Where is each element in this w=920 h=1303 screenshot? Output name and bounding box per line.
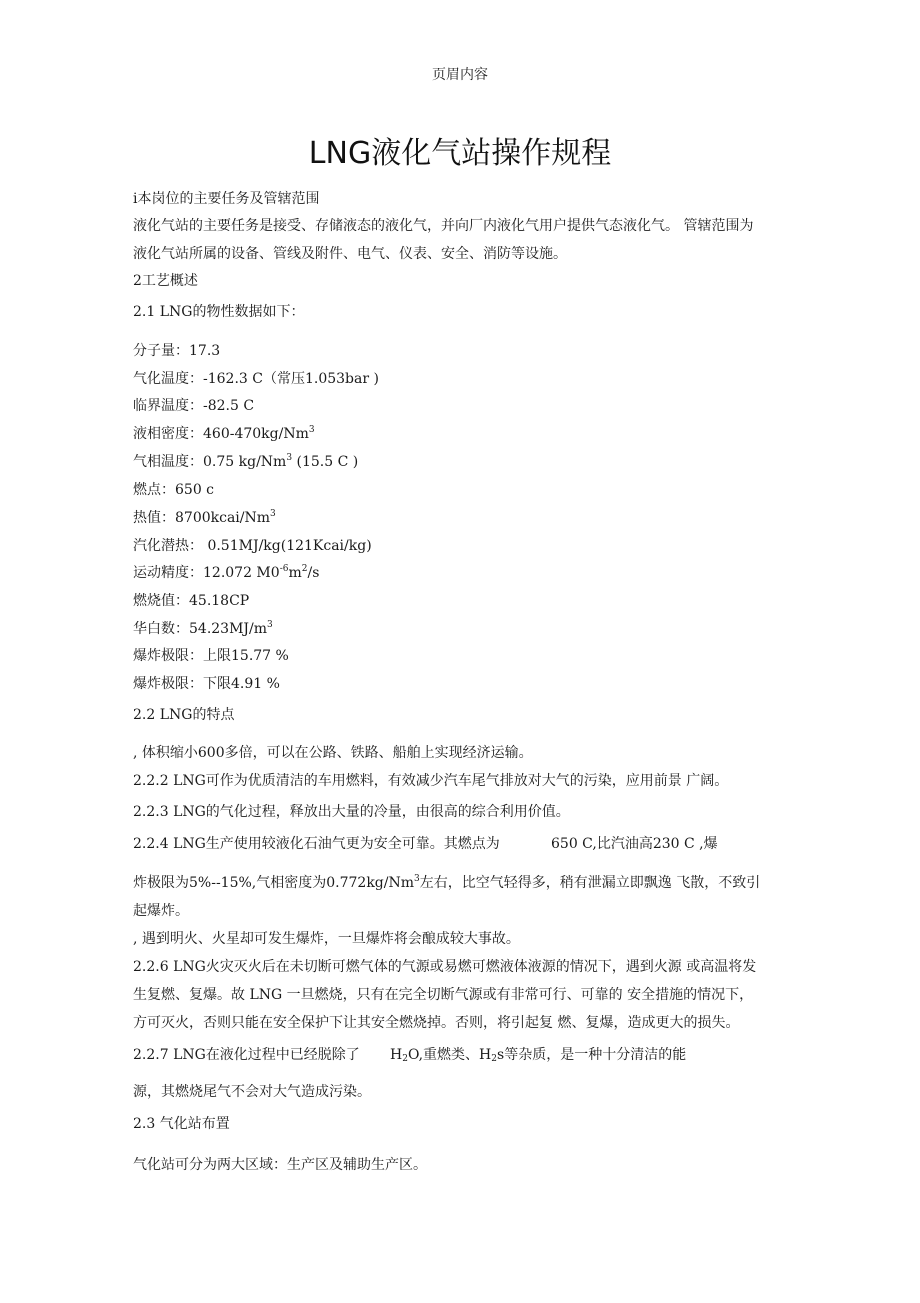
prop-liquid-density-text: 液相密度：460-470kg/Nm — [133, 426, 309, 442]
prop-ignition-point: 燃点：650 c — [133, 482, 215, 498]
section-2-2-heading: 2.2 LNG的特点 — [133, 707, 235, 723]
prop-critical-temp: 临界温度：-82.5 C — [133, 398, 255, 414]
prop-explosion-upper: 爆炸极限：上限15.77 % — [133, 648, 289, 664]
feature-2-2-3: 2.2.3 LNG的气化过程，释放出大量的冷量，由很高的综合利用价值。 — [133, 804, 570, 820]
formula-text: H — [390, 1047, 403, 1063]
prop-viscosity-mid: m — [288, 565, 302, 581]
feature-2-2-4-line-2 — [133, 873, 760, 893]
prop-explosion-lower: 爆炸极限：下限4.91 % — [133, 676, 280, 692]
feature-2-2-5: , 遇到明火、火星却可发生爆炸，一旦爆炸将会酿成较大事故。 — [133, 931, 520, 947]
superscript: 3 — [270, 509, 276, 519]
document-title: LNG液化气站操作规程 — [308, 136, 612, 171]
formula-text: O,重燃类、H — [407, 1047, 492, 1063]
prop-wobbe-index-text: 华白数：54.23MJ/m — [133, 621, 268, 637]
feature-2-2-6-line-2: 生复燃、复爆。故 LNG 一旦燃烧，只有在完全切断气源或有非常可行、可靠的 安全措施的情况下， — [133, 987, 754, 1003]
feature-2-2-4-line-2-tail: 左右，比空气轻得多，稍有泄漏立即飘逸 飞散，不致引 — [419, 875, 761, 891]
section-2-1-heading: 2.1 LNG的物性数据如下： — [133, 304, 305, 320]
prop-heating-value — [133, 508, 276, 528]
section-2-heading: 2工艺概述 — [133, 273, 198, 289]
feature-2-2-4-line-3: 起爆炸。 — [133, 903, 189, 919]
prop-viscosity-pre: 运动精度：12.072 M0 — [133, 565, 280, 581]
feature-2-2-4-line-1: 2.2.4 LNG生产使用较液化石油气更为安全可靠。其燃点为 — [133, 836, 500, 852]
section-1-paragraph-line-1: 液化气站的主要任务是接受、存储液态的液化气，并向厂内液化气用户提供气态液化气。 管辖范围为 — [133, 218, 754, 234]
feature-2-2-1: , 体积缩小600多倍，可以在公路、铁路、船舶上实现经济运输。 — [133, 745, 533, 761]
prop-liquid-density — [133, 424, 315, 444]
subscript: 2 — [491, 1054, 498, 1064]
section-1-paragraph-line-2: 液化气站所属的设备、管线及附件、电气、仪表、安全、消防等设施。 — [133, 246, 567, 262]
prop-latent-heat: 汽化潜热： 0.51MJ/kg(121Kcai/kg) — [133, 538, 372, 554]
prop-vaporization-temp: 气化温度：-162.3 C（常压1.053bar ) — [133, 371, 379, 387]
prop-combustion-value: 燃烧值：45.18CP — [133, 593, 250, 609]
prop-viscosity-post: /s — [307, 565, 320, 581]
superscript: 3 — [286, 453, 293, 463]
prop-gas-density-text: 气相温度：0.75 kg/Nm — [133, 454, 287, 470]
section-1-heading: i本岗位的主要任务及管辖范围 — [133, 191, 320, 207]
prop-molecular-weight: 分子量：17.3 — [133, 343, 221, 359]
feature-2-2-7-line-1: 2.2.7 LNG在液化过程中已经脱除了 — [133, 1047, 360, 1063]
feature-2-2-6-line-1: 2.2.6 LNG火灾灭火后在未切断可燃气体的气源或易燃可燃液体液源的情况下，遇到火源 或高温将发 — [133, 959, 757, 975]
prop-viscosity — [133, 563, 319, 583]
prop-gas-density — [133, 452, 358, 472]
prop-heating-value-text: 热值：8700kcai/Nm — [133, 510, 271, 526]
prop-gas-density-tail: (15.5 C ) — [292, 454, 359, 470]
feature-2-2-4-line-1-tail: 650 C,比汽油高230 C ,爆 — [551, 836, 718, 852]
formula-text: s等杂质，是一种十分清洁的能 — [497, 1047, 687, 1063]
superscript: 3 — [414, 874, 420, 884]
section-2-3-text: 气化站可分为两大区域：生产区及辅助生产区。 — [133, 1157, 427, 1173]
feature-2-2-2: 2.2.2 LNG可作为优质清洁的车用燃料，有效减少汽车尾气排放对大气的污染，应用前景 广阔。 — [133, 773, 729, 789]
section-2-3-heading: 2.3 气化站布置 — [133, 1116, 230, 1132]
subscript: 2 — [402, 1054, 408, 1064]
superscript: 3 — [267, 620, 273, 630]
feature-2-2-6-line-3: 方可灭火，否则只能在安全保护下让其安全燃烧掉。否则，将引起复 燃、复爆，造成更大的损失。 — [133, 1015, 740, 1031]
superscript: 2 — [301, 564, 308, 574]
page-header: 页眉内容 — [432, 67, 488, 83]
superscript: -6 — [279, 564, 289, 574]
feature-2-2-7-line-1-tail — [390, 1045, 686, 1065]
superscript: 3 — [308, 425, 315, 435]
prop-wobbe-index — [133, 619, 273, 639]
feature-2-2-7-line-2: 源，其燃烧尾气不会对大气造成污染。 — [133, 1084, 371, 1100]
feature-2-2-4-line-2-text: 炸极限为5%--15%,气相密度为0.772kg/Nm — [133, 875, 415, 891]
